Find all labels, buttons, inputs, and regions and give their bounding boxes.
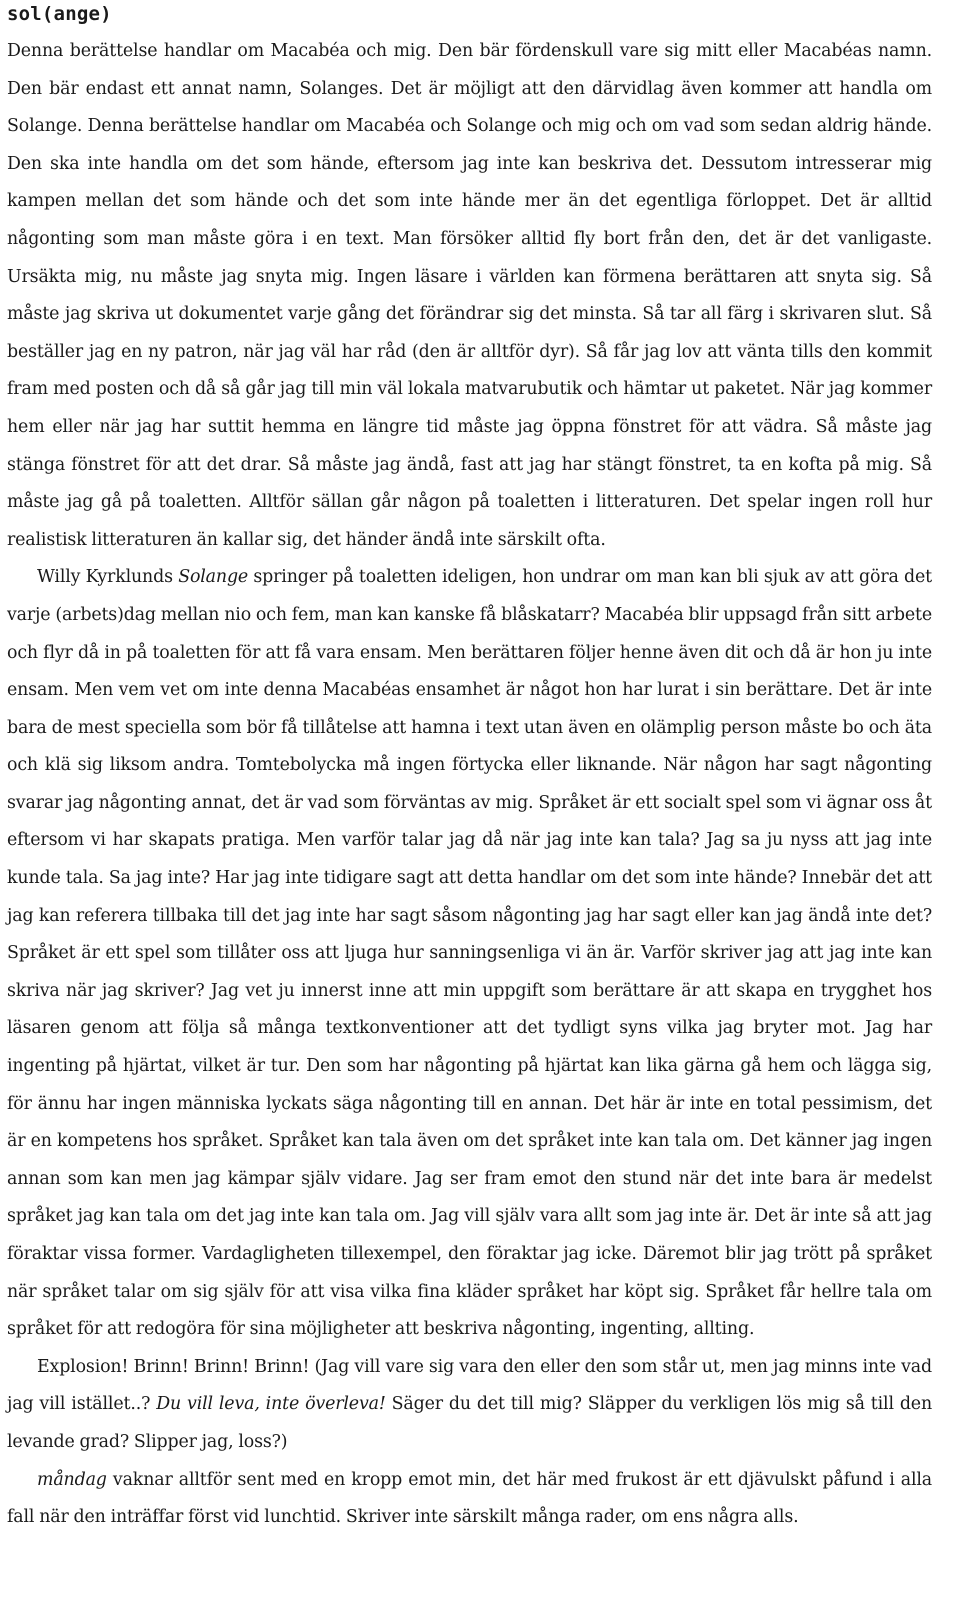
- paragraph-4: [7, 1462, 932, 1537]
- paragraph-1: Denna berättelse handlar om Macabéa och mig. Den bär fördenskull vare sig mitt eller Macabéas namn. Den bär endast ett annat namn, Solanges. Det är möjligt att den därvidlag även kommer att handla om Solange. Denna berättelse handlar om Macabéa och Solange och mig och om vad som sedan aldrig hände. Den ska inte handla om det som hände, eftersom jag inte kan beskriva det. Dessutom intresserar mig kampen mellan det som hände och det som inte hände mer än det egentliga förloppet. Det är alltid någonting som man måste göra i en text. Man försöker alltid fly bort från den, det är det vanligaste. Ursäkta mig, nu måste jag snyta mig. Ingen läsare i världen kan förmena berättaren att snyta sig. Så måste jag skriva ut dokumentet varje gång det förändrar sig det minsta. Så tar all färg i skrivaren slut. Så beställer jag en ny patron, när jag väl har råd (den är alltför dyr). Så får jag lov att vänta tills den kommit fram med posten och då så går jag till min väl lokala matvarubutik och hämtar ut paketet. När jag kommer hem eller när jag har suttit hemma en längre tid måste jag öppna fönstret för att vädra. Så måste jag stänga fönstret för att det drar. Så måste jag ändå, fast att jag har stängt fönstret, ta en kofta på mig. Så måste jag gå på toaletten. Alltför sällan går någon på toaletten i litteraturen. Det spelar ingen roll hur realistisk litteraturen än kallar sig, det händer ändå inte särskilt ofta.: [7, 41, 932, 550]
- document-title: sol(ange): [7, 3, 112, 25]
- paragraph-3-rest: Säger du det till mig? Släpper du verkligen lös mig så till den levande grad? Slipper jag, loss?): [7, 1394, 932, 1452]
- paragraph-3: [7, 1349, 932, 1462]
- paragraph-3-italic-quote: Du vill leva, inte överleva!: [156, 1394, 386, 1415]
- book-title-solange: Solange: [178, 567, 249, 588]
- paragraph-3-start: Explosion! Brinn! Brinn! Brinn! (Jag vill vare sig vara den eller den som står ut, men jag minns inte vad jag vill istället..?: [7, 1356, 932, 1415]
- paragraph-2-start: Willy Kyrklunds: [37, 567, 179, 588]
- paragraph-4-rest: vaknar alltför sent med en kropp emot min, det här med frukost är ett djävulskt påfund i alla fall när den inträffar först vid lunchtid. Skriver inte särskilt många rader, om ens några alls.: [7, 1469, 932, 1528]
- paragraph-2: [7, 559, 932, 1348]
- diary-day-label: måndag: [37, 1469, 107, 1490]
- paragraph-2-rest: springer på toaletten ideligen, hon undrar om man kan bli sjuk av att göra det varje (arbets)dag mellan nio och fem, man kan kanske få blåskatarr? Macabéa blir uppsagd från sitt arbete och flyr då in på toaletten för att få vara ensam. Men berättaren följer henne även dit och då är hon ju inte ensam. Men vem vet om inte denna Macabéas ensamhet är något hon har lurat i sin berättare. Det är inte bara de mest speciella som bör få tillåtelse att hamna i text utan även en olämplig person måste bo och äta och klä sig liksom andra. Tomtebolycka må ingen förtycka eller liknande. När någon har sagt någonting svarar jag någonting annat, det är vad som förväntas av mig. Språket är ett socialt spel som vi ägnar oss åt eftersom vi har skapats pratiga. Men varför talar jag då när jag inte kan tala? Jag sa ju nyss att jag inte kunde tala. Sa jag inte? Har jag inte tidigare sagt att detta handlar om det som inte hände? Innebär det att jag kan referera tillbaka till det jag inte har sagt såsom någonting jag har sagt eller kan jag ändå inte det? Språket är ett spel som tillåter oss att ljuga hur sanningsenliga vi än är. Varför skriver jag att jag inte kan skriva när jag skriver? Jag vet ju innerst inne att min uppgift som berättare är att skapa en trygghet hos läsaren genom att följa så många textkonventioner att det tydligt syns vilka jag bryter mot. Jag har ingenting på hjärtat, vilket är tur. Den som har någonting på hjärtat kan lika gärna gå hem och lägga sig, för ännu har ingen människa lyckats säga någonting till en annan. Det här är inte en total pessimism, det är en kompetens hos språket. Språket kan tala även om det språket inte kan tala om. Det känner jag ingen annan som kan men jag kämpar själv vidare. Jag ser fram emot den stund när det inte bara är medelst språket jag kan tala om det jag inte kan tala om. Jag vill själv vara allt som jag inte är. Det är inte så att jag föraktar vissa former. Vardagligheten tillexempel, den föraktar jag icke. Däremot blir jag trött på språket när språket talar om sig själv för att visa vilka fina kläder språket har köpt sig. Språket får hellre tala om språket för att redogöra för sina möjligheter att beskriva någonting, ingenting, allting.: [7, 567, 932, 1340]
- document-page: [0, 2, 960, 1621]
